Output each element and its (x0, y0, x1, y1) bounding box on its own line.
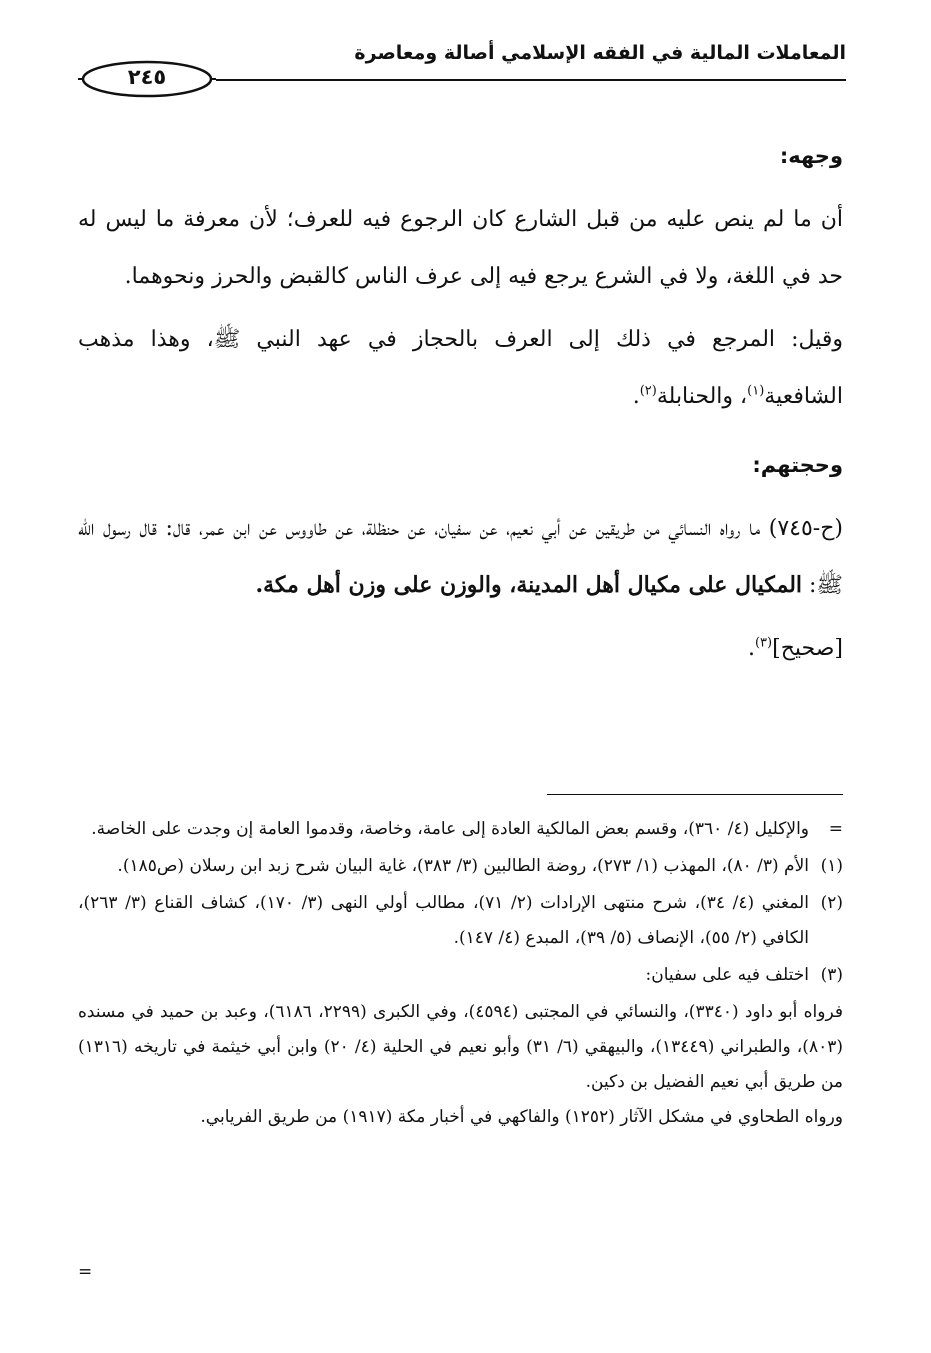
footnote-1-marker: (١) (820, 856, 843, 876)
footnote-3-intro: اختلف فيه على سفيان: (645, 965, 809, 985)
footnote-separator (547, 794, 843, 795)
grade-text: [صحيح] (772, 636, 843, 661)
footnote-ref-2[interactable]: (٢) (639, 383, 657, 399)
footnote-2 (78, 886, 843, 956)
paragraph-2-end: . (632, 384, 640, 409)
main-text (78, 128, 843, 677)
section-heading-wajhuhu: وجهه: (779, 144, 843, 168)
section-heading-hujjatuhum: وحجتهم: (752, 453, 843, 477)
hadith-paragraph (78, 500, 843, 614)
footnote-3-text-2: ورواه الطحاوي في مشكل الآثار (١٢٥٢) والفاكهي في أخبار مكة (١٩١٧) من طريق الفريابي. (200, 1107, 843, 1127)
footnote-2-marker: (٢) (820, 893, 843, 913)
paragraph-2 (78, 311, 843, 425)
footnote-2-text: المغني (٤/ ٣٤)، شرح منتهى الإرادات (٢/ ٧١)، مطالب أولي النهى (٣/ ١٧٠)، كشاف القناع (٣/ ٢٦٣)، الكافي (٢/ ٥٥)، الإنصاف (٥/ ٣٩)، المبدع (٤/ ١٤٧). (78, 893, 809, 948)
running-title: المعاملات المالية في الفقه الإسلامي أصالة ومعاصرة (354, 42, 846, 64)
page-number: ٢٤٥ (127, 65, 167, 89)
continuation-end-marker: = (78, 1262, 93, 1282)
footnote-3-marker: (٣) (820, 965, 843, 985)
footnote-1 (78, 849, 843, 884)
page-number-badge (78, 58, 216, 100)
footnote-3-text-1: فرواه أبو داود (٣٣٤٠)، والنسائي في المجتبى (٤٥٩٤)، وفي الكبرى (٢٢٩٩، ٦١٨٦)، وعبد بن حميد في مسنده (٨٠٣)، والطبراني (١٣٤٤٩)، والبيهقي (٦/ ٣١) وأبو نعيم في الحلية (٤/ ٢٠) وابن أبي خيثمة في تاريخه (١٣١٦) من طريق أبي نعيم الفضيل بن دكين. (78, 1002, 843, 1092)
header-rule (216, 79, 846, 81)
footnote-ref-3[interactable]: (٣) (754, 635, 773, 651)
paragraph-2-text: وقيل: المرجع في ذلك إلى العرف بالحجاز في عهد النبي ﷺ، وهذا مذهب الشافعية (78, 327, 843, 409)
hadith-grade (78, 620, 843, 677)
footnote-1-text: الأم (٣/ ٨٠)، المهذب (١/ ٢٧٣)، روضة الطالبين (٣/ ٣٨٣)، غاية البيان شرح زبد ابن رسلان (ص١٨٥). (117, 856, 809, 876)
paragraph-2-mid: ، والحنابلة (656, 384, 748, 409)
page-header (78, 36, 846, 96)
grade-end: . (747, 636, 755, 661)
footnote-3 (78, 958, 843, 993)
paragraph-1: أن ما لم ينص عليه من قبل الشارع كان الرجوع فيه للعرف؛ لأن معرفة ما ليس له حد في اللغة، ولا في الشرع يرجع فيه إلى عرف الناس كالقبض والحرز ونحوهما. (78, 207, 843, 289)
footnote-ref-1[interactable]: (١) (747, 383, 765, 399)
continuation-marker: = (828, 819, 843, 839)
continuation-text: والإكليل (٤/ ٣٦٠)، وقسم بعض المالكية العادة إلى عامة، وخاصة، وقدموا العامة إن وجدت على الخاصة. (91, 819, 809, 839)
footnote-continuation (78, 812, 843, 847)
hadith-text: المكيال على مكيال أهل المدينة، والوزن على وزن أهل مكة. (255, 572, 803, 598)
footnotes (78, 812, 843, 1135)
hadith-intro: (ح-٧٤٥) ما رواه النسائي من طريقين عن أبي نعيم، عن سفيان، عن حنظلة، عن طاووس عن ابن عمر، قال: قال رسول الله ﷺ: (78, 516, 843, 598)
